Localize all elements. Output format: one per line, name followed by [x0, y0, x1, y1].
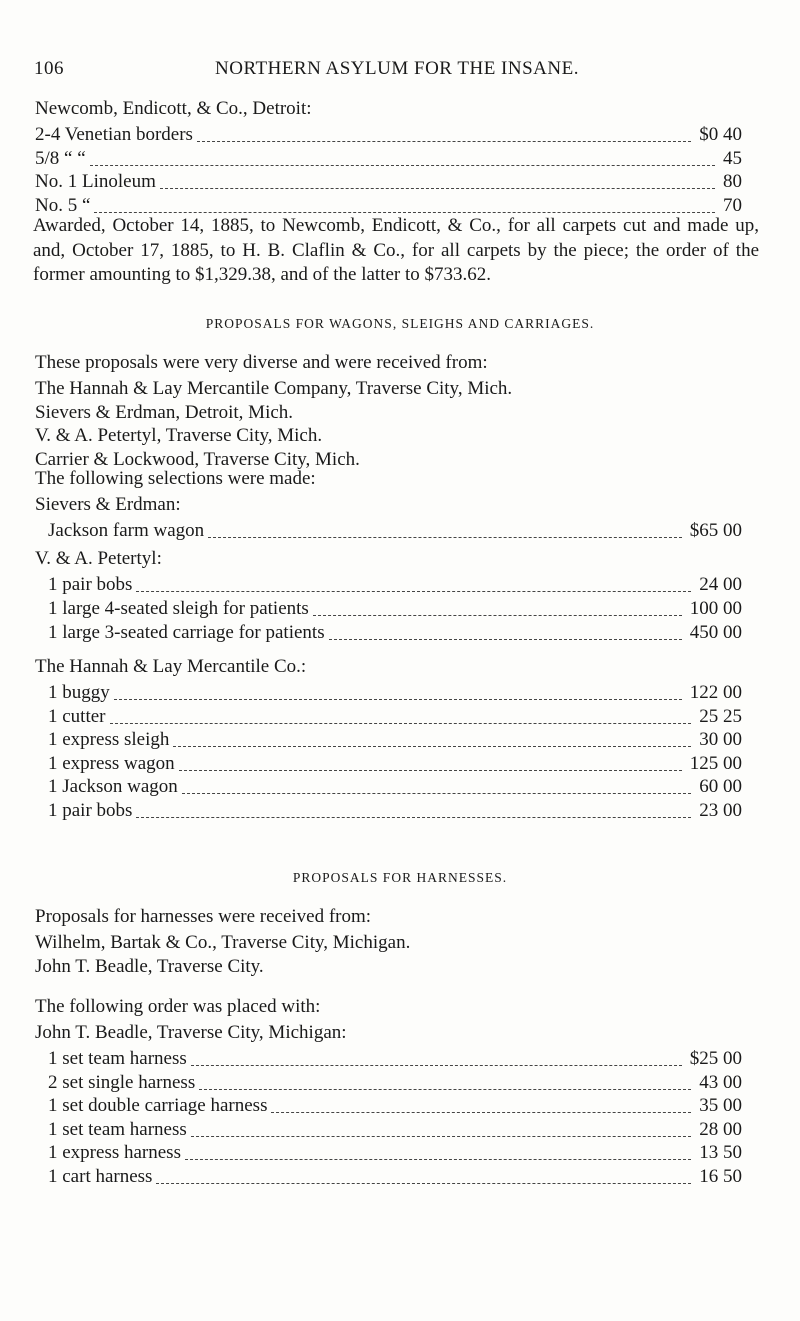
- ledger-row: [0, 776, 800, 800]
- ledger-row: [0, 598, 800, 622]
- item-label: 1 pair bobs: [48, 799, 133, 821]
- dotted-leader: [191, 1065, 682, 1066]
- dotted-leader: [191, 1136, 691, 1137]
- hannah-title: The Hannah & Lay Mercantile Co.:: [35, 656, 307, 677]
- ledger-row: [0, 520, 800, 544]
- dotted-leader: [182, 793, 691, 794]
- dotted-leader: [114, 699, 682, 700]
- ledger-row: [0, 800, 800, 824]
- wagons-intro: These proposals were very diverse and were received from:: [35, 352, 488, 373]
- item-amount: 35 00: [699, 1095, 742, 1116]
- item-amount: 30 00: [699, 729, 742, 750]
- item-amount: 45: [723, 147, 742, 169]
- ledger-row: [0, 171, 800, 195]
- item-amount: $0 40: [699, 124, 742, 145]
- ledger-row: [0, 706, 800, 730]
- dotted-leader: [313, 615, 682, 616]
- dotted-leader: [90, 165, 715, 166]
- item-amount: 13 50: [699, 1142, 742, 1163]
- dotted-leader: [136, 591, 691, 592]
- ledger-row: [0, 1095, 800, 1119]
- item-label: 5/8 “ “: [35, 147, 86, 169]
- item-label: 1 express harness: [48, 1142, 181, 1163]
- dotted-leader: [94, 212, 715, 213]
- dotted-leader: [329, 639, 682, 640]
- newcomb-title: Newcomb, Endicott, & Co., Detroit:: [35, 98, 312, 119]
- item-amount: 450 00: [689, 622, 742, 643]
- bidder-line: The Hannah & Lay Mercantile Company, Traverse City, Mich.: [35, 378, 513, 399]
- item-amount: 43 00: [699, 1071, 742, 1093]
- ledger-row: [0, 1048, 800, 1072]
- ledger-row: [0, 148, 800, 172]
- item-label: 1 large 4-seated sleigh for patients: [48, 598, 309, 619]
- harnesses-intro: Proposals for harnesses were received from:: [35, 906, 372, 927]
- item-amount: 28 00: [699, 1118, 742, 1140]
- sievers-title: Sievers & Erdman:: [35, 494, 181, 515]
- ledger-row: [0, 729, 800, 753]
- item-label: 1 express wagon: [48, 752, 175, 774]
- dotted-leader: [197, 141, 691, 142]
- beadle-title: John T. Beadle, Traverse City, Michigan:: [35, 1022, 347, 1043]
- bidder-line: V. & A. Petertyl, Traverse City, Mich.: [35, 425, 323, 446]
- ledger-row: [0, 753, 800, 777]
- bidder-line: Sievers & Erdman, Detroit, Mich.: [35, 401, 294, 423]
- item-label: 1 cutter: [48, 705, 106, 727]
- item-amount: 16 50: [699, 1165, 742, 1187]
- item-amount: $25 00: [689, 1048, 742, 1069]
- ledger-row: [0, 1142, 800, 1166]
- item-amount: 100 00: [689, 598, 742, 619]
- selections-intro: The following selections were made:: [35, 468, 316, 489]
- item-amount: 125 00: [689, 752, 742, 774]
- bidder-line: John T. Beadle, Traverse City.: [35, 956, 264, 977]
- bidder-line: Wilhelm, Bartak & Co., Traverse City, Michigan.: [35, 932, 411, 953]
- item-label: 1 Jackson wagon: [48, 776, 178, 797]
- item-label: 1 large 3-seated carriage for patients: [48, 622, 325, 643]
- bidder-line: Carrier & Lockwood, Traverse City, Mich.: [35, 448, 360, 470]
- item-label: No. 1 Linoleum: [35, 171, 156, 192]
- item-label: 1 cart harness: [48, 1165, 153, 1187]
- page-number: 106: [34, 58, 64, 79]
- order-intro: The following order was placed with:: [35, 996, 321, 1017]
- item-amount: 23 00: [699, 799, 742, 821]
- item-amount: 70: [723, 194, 742, 216]
- ledger-row: [0, 1072, 800, 1096]
- item-amount: $65 00: [689, 520, 742, 541]
- dotted-leader: [160, 188, 715, 189]
- dotted-leader: [173, 746, 691, 747]
- item-label: Jackson farm wagon: [48, 520, 205, 541]
- item-label: 1 set double carriage harness: [48, 1095, 268, 1116]
- ledger-row: [0, 682, 800, 706]
- item-amount: 60 00: [699, 776, 742, 797]
- dotted-leader: [208, 537, 682, 538]
- ledger-row: [0, 574, 800, 598]
- item-label: 1 set team harness: [48, 1118, 187, 1140]
- item-amount: 24 00: [699, 574, 742, 595]
- item-amount: 25 25: [699, 705, 742, 727]
- item-label: 1 set team harness: [48, 1048, 187, 1069]
- running-title: NORTHERN ASYLUM FOR THE INSANE.: [215, 58, 579, 79]
- awarded-paragraph: Awarded, October 14, 1885, to Newcomb, Endicott, & Co., for all carpets cut and made up, and, October 17, 1885, to H. B. Claflin & Co., for all carpets by the piece; the order of the former amounting to $1,329.38, and of the latter to $733.62.: [33, 215, 759, 285]
- item-label: 1 pair bobs: [48, 574, 133, 595]
- item-amount: 80: [723, 171, 742, 192]
- ledger-row: [0, 622, 800, 646]
- harnesses-heading: PROPOSALS FOR HARNESSES.: [292, 870, 508, 885]
- dotted-leader: [199, 1089, 691, 1090]
- ledger-row: [0, 124, 800, 148]
- dotted-leader: [185, 1159, 691, 1160]
- item-label: No. 5 “: [35, 194, 91, 216]
- wagons-heading: PROPOSALS FOR WAGONS, SLEIGHS AND CARRIAGES.: [205, 316, 595, 331]
- dotted-leader: [136, 817, 691, 818]
- item-label: 1 express sleigh: [48, 729, 170, 750]
- dotted-leader: [179, 770, 682, 771]
- item-amount: 122 00: [689, 682, 742, 703]
- item-label: 2-4 Venetian borders: [35, 124, 193, 145]
- dotted-leader: [271, 1112, 691, 1113]
- item-label: 2 set single harness: [48, 1071, 196, 1093]
- petertyl-title: V. & A. Petertyl:: [35, 548, 162, 569]
- ledger-row: [0, 1119, 800, 1143]
- dotted-leader: [110, 723, 692, 724]
- item-label: 1 buggy: [48, 682, 110, 703]
- dotted-leader: [156, 1183, 691, 1184]
- ledger-row: [0, 1166, 800, 1190]
